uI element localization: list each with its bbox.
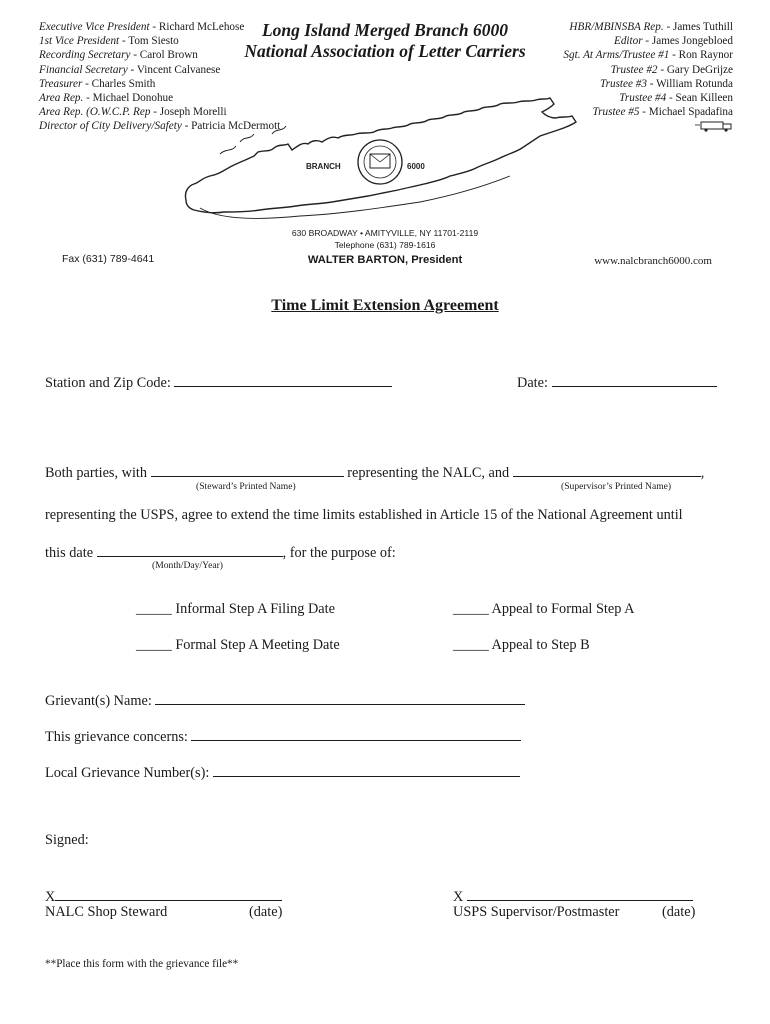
date-row <box>517 372 717 392</box>
officer-entry: Director of City Delivery/Safety - Patricia McDermott <box>39 120 281 133</box>
concerns-label: This grievance concerns: <box>45 729 188 745</box>
steward-name-field[interactable] <box>151 462 344 477</box>
this-date-row <box>45 542 396 562</box>
option-blank[interactable]: _____ <box>136 637 172 653</box>
option-appeal-formal[interactable]: _____ Appeal to Formal Step A <box>453 601 635 617</box>
signed-label: Signed: <box>45 832 89 848</box>
steward-signature-row <box>45 886 282 906</box>
date-label: Date: <box>517 375 548 391</box>
grievant-row <box>45 690 525 710</box>
officer-entry: Trustee #4 - Sean Killeen <box>619 92 733 105</box>
officer-entry: Trustee #3 - William Rotunda <box>600 77 733 90</box>
option-formal-meeting[interactable]: _____ Formal Step A Meeting Date <box>136 637 340 653</box>
supervisor-signature-row <box>453 886 693 906</box>
x-mark: X <box>45 889 56 905</box>
branch-title-line2: National Association of Letter Carriers <box>244 41 526 61</box>
officer-entry: Treasurer - Charles Smith <box>39 77 156 90</box>
form-title: Time Limit Extension Agreement <box>271 297 499 314</box>
supervisor-caption: (Supervisor’s Printed Name) <box>561 481 672 492</box>
long-island-map <box>180 94 590 226</box>
representing-nalc-text: representing the NALC, and <box>347 465 510 481</box>
supervisor-sig-caption: USPS Supervisor/Postmaster <box>453 904 620 920</box>
option-blank[interactable]: _____ <box>453 601 489 617</box>
parties-row: Both parties, with representing the NALC, and , <box>45 462 704 482</box>
address-line: 630 BROADWAY • AMITYVILLE, NY 11701-2119 <box>291 228 479 238</box>
grievant-label: Grievant(s) Name: <box>45 693 152 709</box>
month-caption: (Month/Day/Year) <box>152 560 223 571</box>
footer-note: **Place this form with the grievance file** <box>45 958 239 970</box>
steward-caption: (Steward’s Printed Name) <box>196 481 296 492</box>
map-label-6000: 6000 <box>407 162 425 171</box>
option-appeal-step-b[interactable]: _____ Appeal to Step B <box>453 637 590 653</box>
usps-sentence: representing the USPS, agree to extend the time limits established in Article 15 of the National Agreement until <box>45 507 683 523</box>
mail-truck-icon <box>695 120 735 132</box>
supervisor-date-caption: (date) <box>662 904 696 920</box>
officer-entry: Trustee #2 - Gary DeGrijze <box>610 63 733 76</box>
officer-entry: Executive Vice President - Richard McLehose <box>39 21 245 33</box>
station-label: Station and Zip Code: <box>45 375 171 391</box>
x-mark: X <box>453 889 464 905</box>
concerns-row <box>45 726 521 746</box>
president-name: WALTER BARTON, President <box>307 254 463 266</box>
fax-number: Fax (631) 789-4641 <box>62 253 155 265</box>
local-grievance-number-field[interactable] <box>213 762 520 777</box>
officer-entry: Area Rep. (O.W.C.P. Rep - Joseph Morelli <box>39 106 227 119</box>
supervisor-name-field[interactable] <box>513 462 701 477</box>
steward-date-caption: (date) <box>249 904 283 920</box>
local-number-label: Local Grievance Number(s): <box>45 765 210 781</box>
website-link[interactable]: www.nalcbranch6000.com <box>594 255 712 267</box>
grievant-name-field[interactable] <box>155 690 525 705</box>
branch-title-line1: Long Island Merged Branch 6000 <box>261 20 509 40</box>
both-parties-text: Both parties, with <box>45 465 148 481</box>
officer-entry: Recording Secretary - Carol Brown <box>39 49 198 62</box>
this-date-text: this date <box>45 545 94 561</box>
map-label-branch: BRANCH <box>306 162 341 171</box>
date-field[interactable] <box>552 372 717 387</box>
station-zip-field[interactable] <box>174 372 392 387</box>
option-blank[interactable]: _____ <box>136 601 172 617</box>
officer-entry: Financial Secretary - Vincent Calvanese <box>39 63 221 76</box>
option-informal-filing[interactable]: _____ Informal Step A Filing Date <box>136 601 335 617</box>
officer-entry: Area Rep. - Michael Donohue <box>39 92 174 105</box>
officer-entry: HBR/MBINSBA Rep. - James Tuthill <box>569 21 733 33</box>
concerns-field[interactable] <box>191 726 521 741</box>
branch-title <box>244 20 525 62</box>
local-number-row <box>45 762 520 782</box>
steward-sig-caption: NALC Shop Steward <box>45 904 168 920</box>
supervisor-signature-field[interactable] <box>467 886 693 901</box>
officer-entry: Editor - James Jongebloed <box>613 35 733 48</box>
officer-entry: Sgt. At Arms/Trustee #1 - Ron Raynor <box>563 49 733 62</box>
option-blank[interactable]: _____ <box>453 637 489 653</box>
station-row <box>45 372 392 392</box>
telephone-line: Telephone (631) 789-1616 <box>334 240 436 250</box>
month-day-year-field[interactable] <box>97 542 283 557</box>
steward-signature-field[interactable] <box>55 886 282 901</box>
officer-entry: Trustee #5 - Michael Spadafina <box>592 106 733 119</box>
officer-entry: 1st Vice President - Tom Siesto <box>39 35 179 48</box>
purpose-text: , for the purpose of: <box>282 545 396 561</box>
